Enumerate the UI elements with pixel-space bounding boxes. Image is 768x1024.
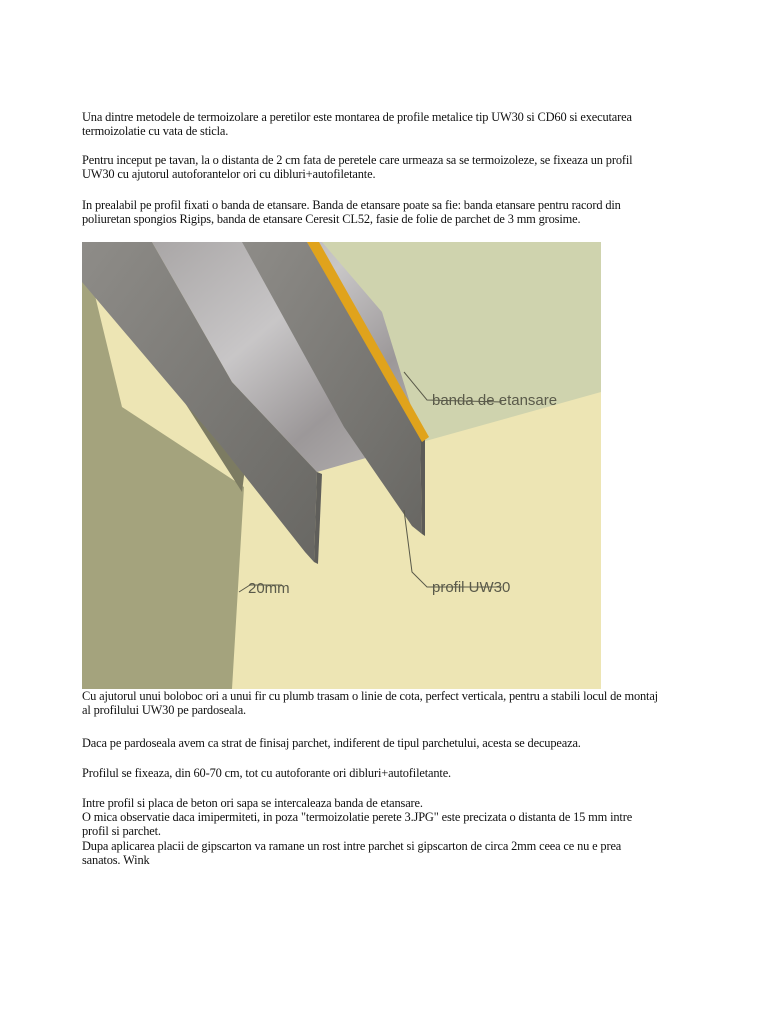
label-seal: banda de etansare (432, 392, 558, 409)
label-profile: profil UW30 (432, 579, 511, 596)
paragraph-plumb (82, 689, 692, 717)
text-line: termoizolatie cu vata de sticla. (82, 124, 229, 139)
text-line: poliuretan spongios Rigips, banda de etansare Ceresit CL52, fasie de folie de parchet de 3 mm grosime. (82, 212, 581, 227)
text-line: UW30 cu ajutorul autoforantelor ori cu dibluri+autofiletante. (82, 167, 376, 182)
text-line: Pentru inceput pe tavan, la o distanta de 2 cm fata de peretele care urmeaza sa se termoizoleze, se fixeaza un profil (82, 153, 633, 167)
text-line: Una dintre metodele de termoizolare a peretilor este montarea de profile metalice tip UW30 si CD60 si executarea (82, 110, 632, 124)
text-line: Dupa aplicarea placii de gipscarton va ramane un rost intre parchet si gipscarton de circa 2mm ceea ce nu e prea (82, 838, 622, 853)
text-line: O mica observatie daca imipermiteti, in poza "termoizolatie perete 3.JPG" este precizata o distanta de 15 mm intre (82, 810, 633, 825)
paragraph-parquet (82, 736, 692, 750)
paragraph-seal (82, 198, 692, 226)
paragraph-ceiling (82, 153, 692, 181)
text-line: Profilul se fixeaza, din 60-70 cm, tot cu autoforante ori dibluri+autofiletante. (82, 766, 452, 780)
text-line: Daca pe pardoseala avem ca strat de finisaj parchet, indiferent de tipul parchetului, acesta se decupeaza. (82, 736, 581, 750)
text-line: Intre profil si placa de beton ori sapa se intercaleaza banda de etansare. (82, 796, 423, 810)
profile-illustration (82, 242, 601, 689)
label-gap: 20mm (248, 580, 290, 597)
text-line: sanatos. Wink (82, 852, 150, 867)
text-line: Cu ajutorul unui boloboc ori a unui fir cu plumb trasam o linie de cota, perfect verticala, pentru a stabili locul de montaj (82, 689, 658, 703)
text-line: profil si parchet. (82, 824, 161, 839)
paragraph-observation (82, 796, 692, 867)
text-line: al profilului UW30 pe pardoseala. (82, 703, 246, 718)
paragraph-fixing (82, 766, 692, 780)
paragraph-intro (82, 110, 692, 138)
text-line: In prealabil pe profil fixati o banda de etansare. Banda de etansare poate sa fie: banda etansare pentru racord din (82, 198, 621, 212)
